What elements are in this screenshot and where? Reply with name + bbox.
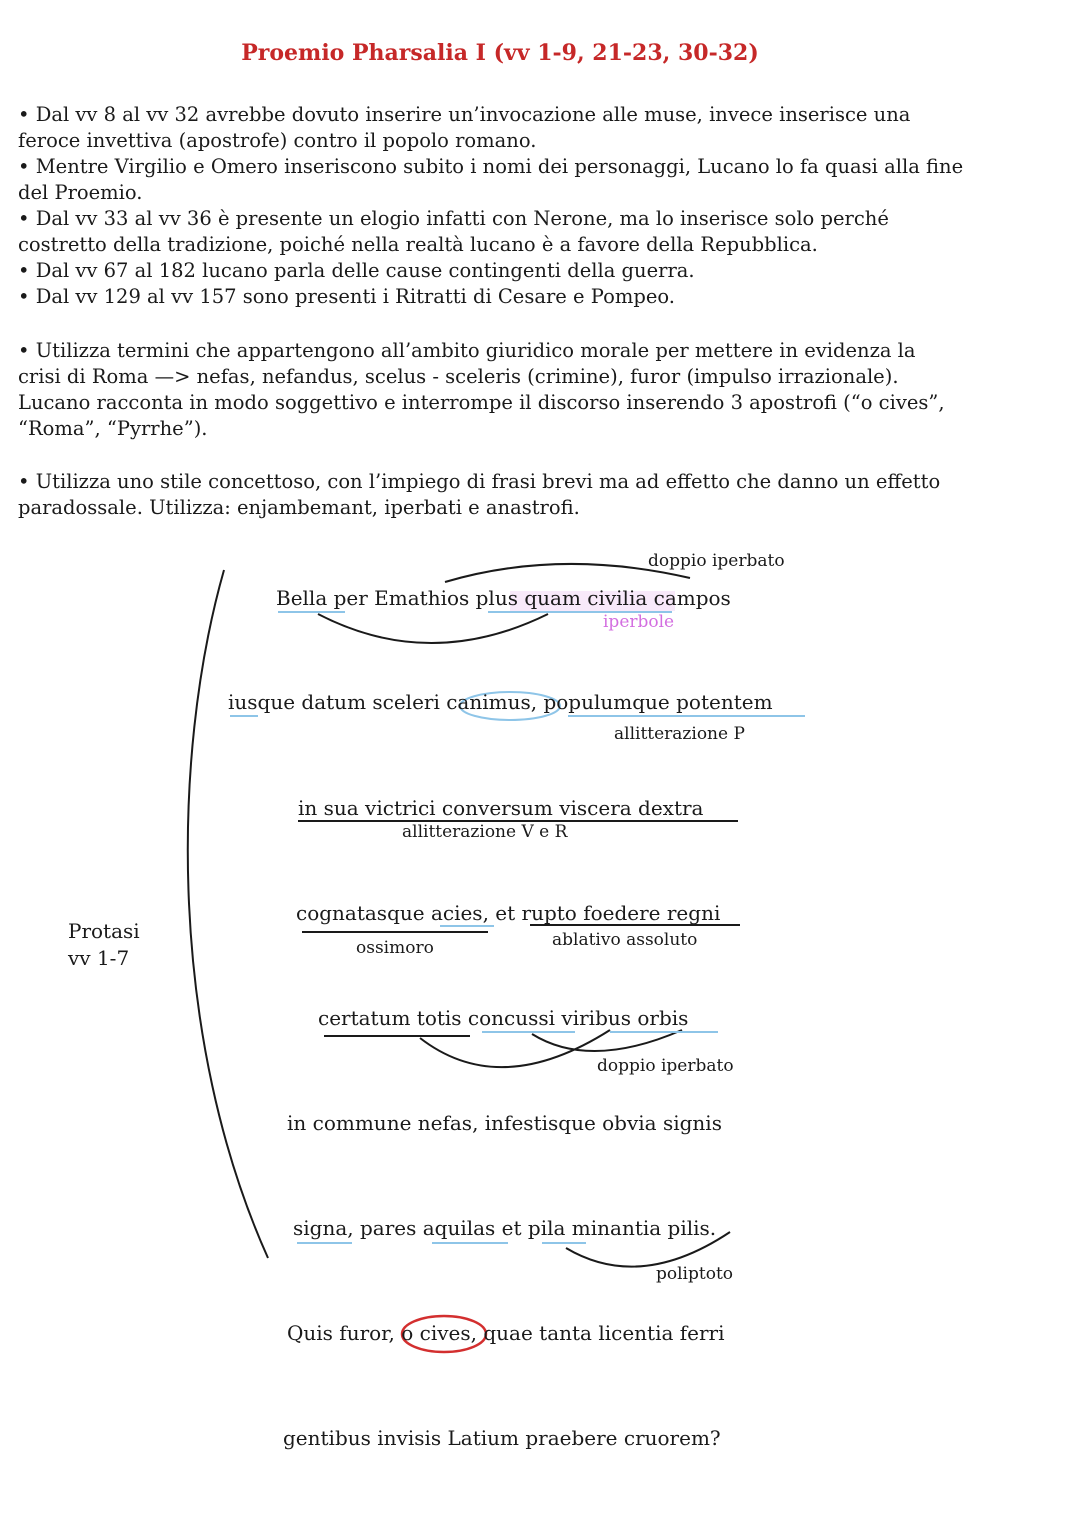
- arc-line: [532, 1030, 682, 1051]
- annotation-allitterazione-vr: allitterazione V e R: [402, 822, 568, 842]
- annotation-ablativo-assoluto: ablativo assoluto: [552, 930, 698, 950]
- text-line: • Dal vv 129 al vv 157 sono presenti i Ritratti di Cesare e Pompeo.: [18, 285, 675, 308]
- bullet-paragraph-3: [18, 469, 1063, 521]
- verse-line-6: in commune nefas, infestisque obvia signis: [287, 1111, 722, 1135]
- text-line: • Dal vv 67 al 182 lucano parla delle cause contingenti della guerra.: [18, 259, 695, 282]
- text-line: crisi di Roma —> nefas, nefandus, scelus - sceleris (crimine), furor (impulso irrazionale).: [18, 365, 899, 388]
- bullet-paragraph-2: [18, 338, 1063, 442]
- annotation-poliptoto: poliptoto: [656, 1264, 734, 1284]
- text-line: paradossale. Utilizza: enjambemant, iperbati e anastrofi.: [18, 496, 580, 519]
- verse-line-9: gentibus invisis Latium praebere cruorem?: [283, 1426, 721, 1450]
- text-line: Lucano racconta in modo soggettivo e interrompe il discorso inserendo 3 apostrofi (“o cives”,: [18, 391, 945, 414]
- annotation-ossimoro: ossimoro: [356, 938, 434, 958]
- protasi-range: vv 1-7: [68, 946, 130, 970]
- arc-line: [318, 614, 548, 643]
- verse-line-3: in sua victrici conversum viscera dextra: [298, 796, 704, 820]
- arc-line: [420, 1030, 610, 1067]
- text-line: feroce invettiva (apostrofe) contro il popolo romano.: [18, 129, 537, 152]
- verse-line-7: signa, pares aquilas et pila minantia pilis.: [293, 1216, 717, 1240]
- annotation-iperbole: iperbole: [603, 612, 675, 632]
- verse-line-2: iusque datum sceleri canimus, populumque potentem: [228, 690, 773, 714]
- text-line: • Dal vv 33 al vv 36 è presente un elogio infatti con Nerone, ma lo inserisce solo perché: [18, 207, 889, 230]
- bullet-paragraph-1: [18, 102, 1063, 310]
- annotation-doppio-iperbato: doppio iperbato: [648, 551, 785, 571]
- page-title: Proemio Pharsalia I (vv 1-9, 21-23, 30-32): [241, 40, 759, 66]
- annotation-allitterazione-p: allitterazione P: [614, 724, 745, 744]
- text-line: costretto della tradizione, poiché nella realtà lucano è a favore della Repubblica.: [18, 233, 818, 256]
- verse-line-1: Bella per Emathios plus quam civilia campos: [276, 586, 731, 610]
- protasi-label: [68, 918, 140, 972]
- text-line: • Dal vv 8 al vv 32 avrebbe dovuto inserire un’invocazione alle muse, invece inserisce una: [18, 103, 911, 126]
- verse-line-8: Quis furor, o cives, quae tanta licentia ferri: [287, 1321, 725, 1345]
- text-line: • Mentre Virgilio e Omero inseriscono subito i nomi dei personaggi, Lucano lo fa quasi alla fine: [18, 155, 964, 178]
- protasi-title: Protasi: [68, 919, 140, 943]
- verse-line-4: cognatasque acies, et rupto foedere regni: [296, 901, 721, 925]
- annotation-doppio-iperbato: doppio iperbato: [597, 1056, 734, 1076]
- text-line: del Proemio.: [18, 181, 143, 204]
- text-line: • Utilizza uno stile concettoso, con l’impiego di frasi brevi ma ad effetto che danno un effetto: [18, 470, 941, 493]
- protasi-bracket: [188, 570, 268, 1258]
- text-line: • Utilizza termini che appartengono all’ambito giuridico morale per mettere in evidenza la: [18, 339, 916, 362]
- text-line: “Roma”, “Pyrrhe”).: [18, 417, 208, 440]
- verse-line-5: certatum totis concussi viribus orbis: [318, 1006, 689, 1030]
